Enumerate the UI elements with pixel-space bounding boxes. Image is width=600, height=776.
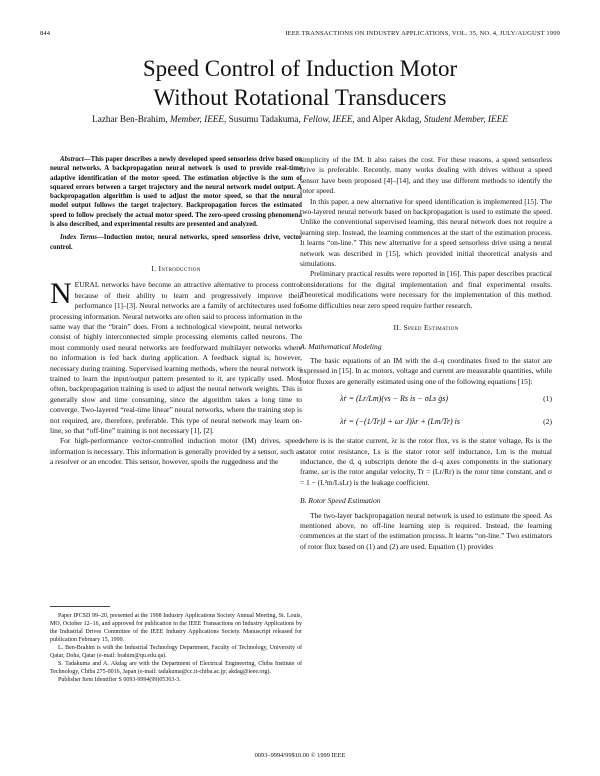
abstract-text: This paper describes a newly developed speed sensorless drive based on neural networks. A backpropagation neural network is used to provide real-time adaptive identification of the motor speed. The estimation objective is the sum of squared errors between a target trajectory and the neural network model output. A backpropagation algorithm is used to adjust the motor speed, so that the neural model output follows the target trajectory. Backpropagation forces the estimated speed to follow precisely the actual motor speed. The zero-speed crossing phenomena is also described, and experimental results are presented and analyzed. <box>50 156 302 229</box>
index-terms <box>50 233 302 252</box>
index-terms-lead: Index Terms <box>60 234 97 242</box>
abstract-lead: Abstract— <box>60 156 91 163</box>
right-paragraph-6: The two-layer backpropagation neural network is used to estimate the speed. As mentioned above, no off-line learning step is required. Instead, the learning commences at the start of the estimation process. It learns “on-line.” Two estimators of rotor flux based on (1) and (2) are used. Equation (1) provides <box>300 510 552 551</box>
footnote-4: Publisher Item Identifier S 0093-9994(99)05363-3. <box>58 677 181 683</box>
author-list <box>0 114 600 124</box>
drop-cap: N <box>50 277 72 311</box>
section-heading-intro: I. Introduction <box>151 263 201 273</box>
subsection-heading-b: B. Rotor Speed Estimation <box>300 496 381 506</box>
footnote-rule <box>50 606 110 607</box>
page-number: 844 <box>40 30 51 37</box>
intro-paragraph-1 <box>50 277 302 436</box>
index-terms-text: —Induction motor, neural networks, speed sensorless drive, vector control. <box>50 234 302 251</box>
equation-2-body: λ̇r = (−(1/Tr)I + ωr J)λr + (Lm/Tr) is <box>340 417 460 427</box>
equation-2 <box>300 413 552 433</box>
right-paragraph-4: The basic equations of an IM with the d–q coordinates fixed to the stator are expressed in [15]. In ac motors, voltage and current are measurable quantities, while rotor fluxes are generally estimated using one of the following equations [15]: <box>300 355 552 386</box>
title-line-2: Without Rotational Transducers <box>153 85 447 110</box>
equation-2-number: (2) <box>543 417 552 427</box>
equation-1-body: λ̇r = (Lr/Lm)(vs − Rs is − σLs ġs) <box>340 394 449 404</box>
author-1-role: Member, IEEE, <box>169 114 227 124</box>
intro-p1-text: EURAL networks have become an attractive alternative to process control because of their ability to learn and progressively improve their performance [1]–[3]. Neural networks are a family of architectures used for processing information. Neural networks are often said to process information in the same way that the “brain” does. From a technological viewpoint, neural networks consist of highly interconnected simple processing elements called neurons. The most commonly used neural networks are feedforward multilayer networks where no information is fed back during application. A feedback signal is, however, necessary during training. Supervised learning methods, where the neural network is trained to learn the input/output pattern presented to it, are typically used. Most often, backpropagation training is used to adjust the neural network weights. This is generally slow and time consuming, since the algorithm takes a long time to converge. Two-layered “real-time linear” neural networks, where the training step is not required, are, therefore, preferable. This type of neural network may learn on-line, so that “off-line” training is not necessary [1], [2]. <box>50 280 302 436</box>
footnote-2: L. Ben-Brahim is with the Industrial Technology Department, Faculty of Technology, University of Qatar, Doha, Qatar (e-mail: brahim@qu.edu.qa). <box>50 645 302 659</box>
author-2-role: Fellow, IEEE, <box>303 114 355 124</box>
right-paragraph-2: In this paper, a new alternative for speed identification is implemented [15]. The two-layered neural network based on backpropagation is used to estimate the speed. Unlike the conventional supervised learning, this neural network does not require a learning step. Instead, the learning commences at the start of the estimation process. It learns “on-line.” This new alternative for a speed sensorless drive using a neural network was described in [15], which provided initial theoretical analysis and simulations. <box>300 196 552 269</box>
copyright-line: 0093–9994/99$10.00 © 1999 IEEE <box>254 752 346 759</box>
subsection-heading-a: A. Mathematical Modeling <box>300 341 382 351</box>
section-heading-speed-estimation: II. Speed Estimation <box>393 323 459 333</box>
title-line-1: Speed Control of Induction Motor <box>142 56 458 81</box>
right-column <box>300 155 552 552</box>
author-3-role: Student Member, IEEE <box>423 114 508 124</box>
right-paragraph-3: Preliminary practical results were reported in [16]. This paper describes practical considerations for the digital implementation and final experimental results. Theoretical modifications were necessary for the implementation of this method. Some difficulties near zero speed require further research. <box>300 269 552 310</box>
abstract <box>50 155 302 229</box>
author-2: Susumu Tadakuma, <box>228 114 301 124</box>
right-paragraph-1: simplicity of the IM. It also raises the cost. For these reasons, a speed sensorless drive is preferable. Recently, many works dealing with drives without a speed sensor have been proposed [4]–[14], and they use different methods to identify the rotor speed. <box>300 155 552 196</box>
journal-header: IEEE TRANSACTIONS ON INDUSTRY APPLICATIONS, VOL. 35, NO. 4, JULY/AUGUST 1999 <box>285 30 560 37</box>
intro-paragraph-2: For high-performance vector-controlled induction motor (IM) drives, speed information is necessary. This information is generally provided by a sensor, such as a resolver or an encoder. This sensor, however, spoils the ruggedness and the <box>50 436 302 467</box>
left-column <box>50 155 302 468</box>
author-3: and Alper Akdag, <box>357 114 422 124</box>
equation-1 <box>300 390 552 410</box>
author-1: Lazhar Ben-Brahim, <box>92 114 168 124</box>
equation-1-number: (1) <box>543 394 552 404</box>
footnote-1: Paper IPCSD 99–20, presented at the 1998 Industry Applications Society Annual Meeting, St. Louis, MO, October 12–16, and approved for publication in the IEEE Transactions on Industry Applications by the Industrial Drives Committee of the IEEE Industry Applications Society. Manuscript released for publication February 15, 1999. <box>50 613 302 643</box>
paper-title <box>0 54 600 112</box>
footnote-3: S. Tadakuma and A. Akdag are with the Department of Electrical Engineering, Chiba Institute of Technology, Chiba 275-0016, Japan (e-mail: tadakuma@cc.it-chiba.ac.jp; akdag@ieee.org). <box>50 661 302 675</box>
footnote-block <box>50 612 302 684</box>
right-paragraph-5: where is is the stator current, λr is the rotor flux, vs is the stator voltage, Rs is the stator rotor resistance, Ls is the stator rotor self inductance, Lm is the mutual inductance, the d, q subscripts denote the d–q axes components in the stationary frame, ωr is the rotor angular velocity, Tr = (Lr/Rr) is the rotor time constant, and σ = 1 − (L²m/LsLr) is the leakage coefficient. <box>300 436 552 487</box>
